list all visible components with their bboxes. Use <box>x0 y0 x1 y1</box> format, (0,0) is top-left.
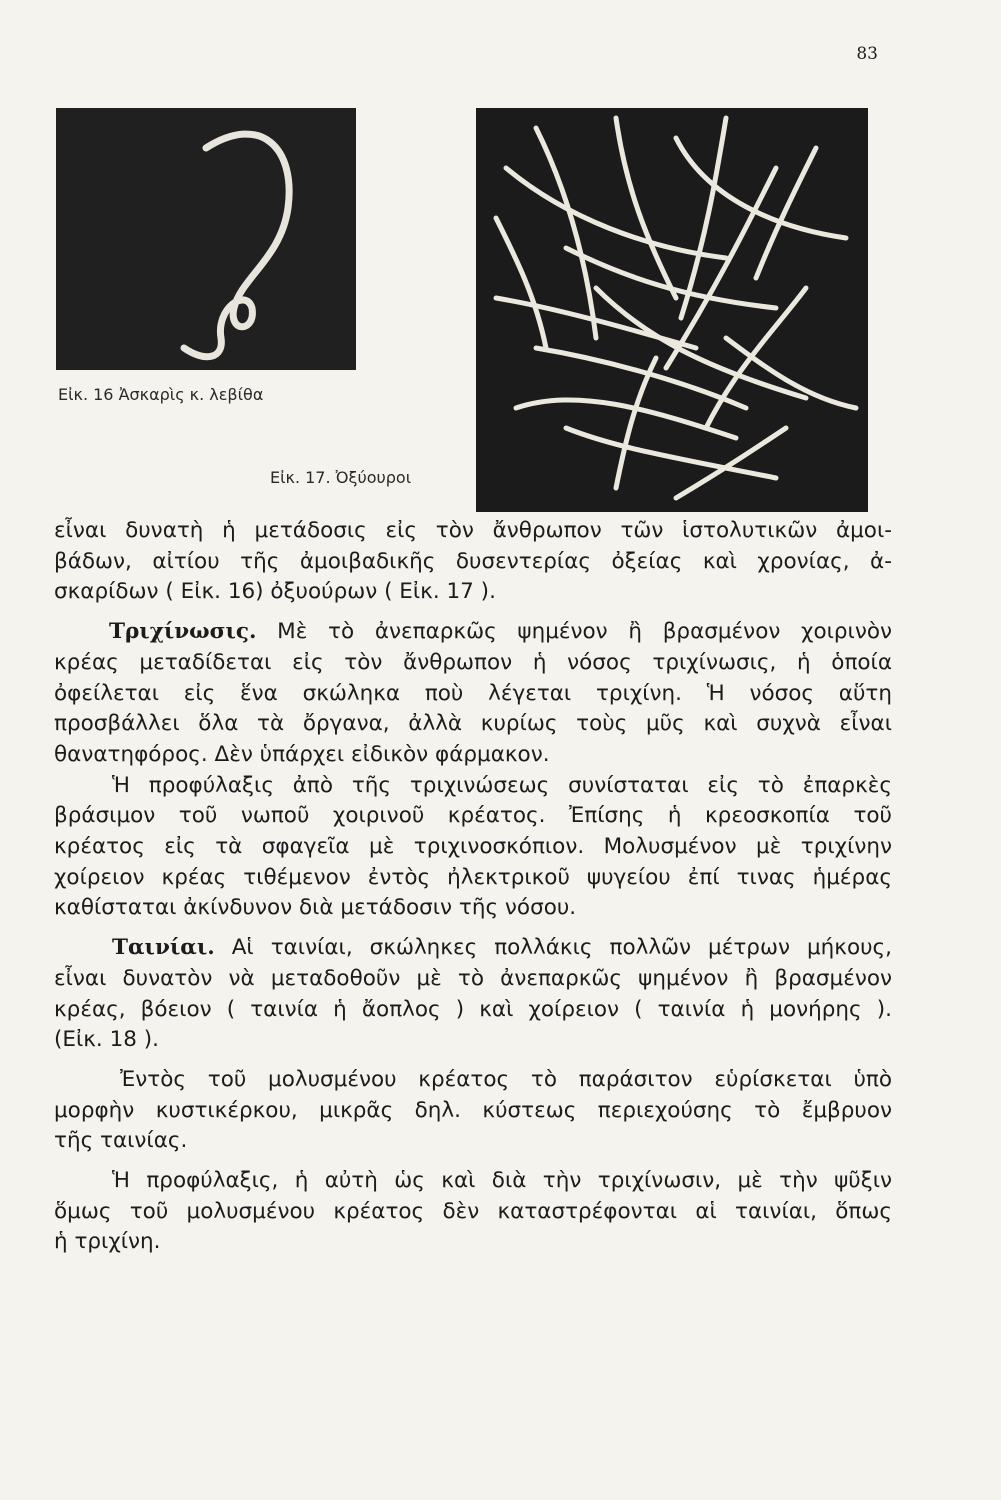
figure-17-caption: Εἰκ. 17. Ὀξύουροι <box>270 468 412 487</box>
text-line: τῆς ταινίας. <box>54 1128 188 1154</box>
text-line: ἡ τριχίνη. <box>54 1229 161 1255</box>
paragraph-amoebae <box>54 516 892 608</box>
section-term-tapeworms: Ταινίαι. <box>112 935 215 961</box>
paragraph-trichinosis-prevention <box>54 771 892 925</box>
paragraph-trichinosis <box>54 617 892 771</box>
text-line: θανατηφόρος. Δὲν ὑπάρχει εἰδικὸν φάρμακον. <box>54 741 550 767</box>
text-line: σκαρίδων ( Εἰκ. 16) ὀξυούρων ( Εἰκ. 17 ). <box>54 579 496 605</box>
text-line: προσβάλλει ὅλα τὰ ὄργανα, ἀλλὰ κυρίως τοὺς μῦς καὶ συχνὰ εἶναι <box>54 711 892 737</box>
text-line: εἶναι δυνατὴ ἡ μετάδοσις εἰς τὸν ἄνθρωπον τῶν ἱστολυτικῶν ἀμοι- <box>54 518 892 543</box>
text-line: ὀφείλεται εἰς ἕνα σκώληκα ποὺ λέγεται τριχίνη. Ἡ νόσος αὕτη <box>54 680 892 706</box>
text-fragment: Αἱ ταινίαι, σκώληκες πολλάκις πολλῶν μέτρων μήκους, <box>214 935 892 961</box>
text-line: κρέας, βόειον ( ταινία ἡ ἄοπλος ) καὶ χοίρειον ( ταινία ἡ μονήρης ). <box>54 996 892 1022</box>
paragraph-cysticercus <box>54 1065 892 1157</box>
text-line: (Εἰκ. 18 ). <box>54 1027 160 1053</box>
page-number: 83 <box>856 44 878 64</box>
text-line: βράσιμον τοῦ νωποῦ χοιρινοῦ κρέατος. Ἐπίσης ἡ κρεοσκοπία τοῦ <box>54 803 892 829</box>
text-line: μορφὴν κυστικέρκου, μικρᾶς δηλ. κύστεως περιεχούσης τὸ ἔμβρυον <box>54 1097 892 1123</box>
text-line: Ἡ προφύλαξις ἀπὸ τῆς τριχινώσεως συνίσταται εἰς τὸ ἐπαρκὲς <box>112 772 892 798</box>
text-line: κρέας μεταδίδεται εἰς τὸν ἄνθρωπον ἡ νόσος τριχίνωσις, ἡ ὁποία <box>54 649 892 675</box>
text-line: βάδων, αἰτίου τῆς ἀμοιβαδικῆς δυσεντερίας ὀξείας καὶ χρονίας, ἀ- <box>54 548 892 574</box>
text-line: Ἡ προφύλαξις, ἡ αὐτὴ ὡς καὶ διὰ τὴν τριχίνωσιν, μὲ τὴν ψῦξιν <box>112 1168 892 1194</box>
text-line: καθίσταται ἀκίνδυνον διὰ μετάδοσιν τῆς νόσου. <box>54 895 577 921</box>
paragraph-tapeworms <box>54 933 892 1056</box>
figure-16-ascaris-photo <box>56 108 356 370</box>
text-line: κρέατος εἰς τὰ σφαγεῖα μὲ τριχινοσκόπιον. Μολυσμένον μὲ τριχίνην <box>54 834 892 860</box>
figure-16-caption: Εἰκ. 16 Ἀσκαρὶς κ. λεβίθα <box>58 385 264 404</box>
text-line <box>54 617 892 648</box>
paragraph-tapeworm-prevention <box>54 1166 892 1258</box>
text-line <box>54 933 892 964</box>
text-line: Ἐντὸς τοῦ μολυσμένου κρέατος τὸ παράσιτον εὑρίσκεται ὑπὸ <box>120 1066 892 1092</box>
text-line: ὅμως τοῦ μολυσμένου κρέατος δὲν καταστρέφονται αἱ ταινίαι, ὅπως <box>54 1198 892 1224</box>
text-line: εἶναι δυνατὸν νὰ μεταδοθοῦν μὲ τὸ ἀνεπαρκῶς ψημένον ἢ βρασμένον <box>54 965 892 991</box>
section-term-trichinosis: Τριχίνωσις. <box>109 619 257 645</box>
ascaris-worm-illustration <box>56 108 356 370</box>
text-fragment: Μὲ τὸ ἀνεπαρκῶς ψημένον ἢ βρασμένον χοιρινὸν <box>256 619 892 645</box>
figure-17-oxyuris-photo <box>476 108 868 512</box>
oxyuris-worms-illustration <box>476 108 868 512</box>
body-text <box>54 516 892 1258</box>
text-line: χοίρειον κρέας τιθέμενον ἐντὸς ἠλεκτρικοῦ ψυγείου ἐπί τινας ἡμέρας <box>54 864 892 890</box>
